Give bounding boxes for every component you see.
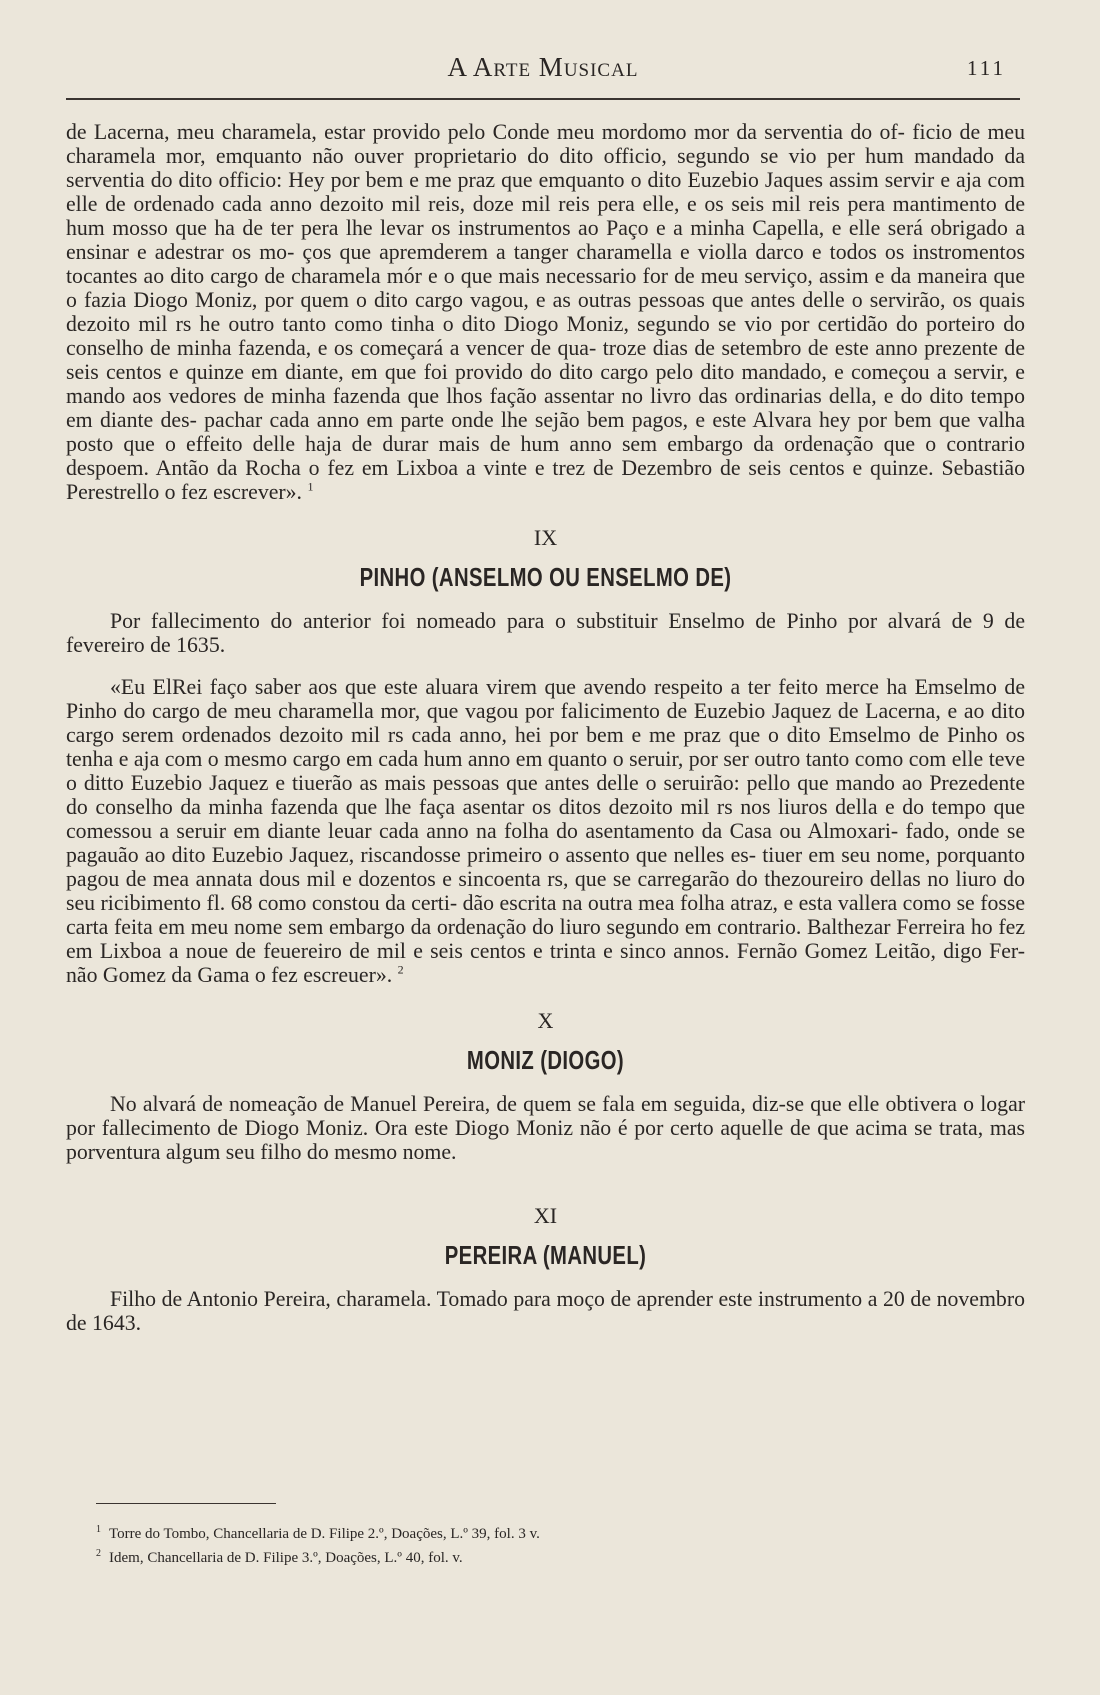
text-line: não Gomez da Gama o fez escreuer». <box>66 963 393 987</box>
text-line: ços que apremderem a tanger charamella e violla darco e todos os instromentos tocantes ao <box>66 240 1025 288</box>
text-line: posto que o effeito delle haja de durar mais de hum anno sem embargo da ordenação que o <box>66 432 937 456</box>
text-line: obtivera o logar por fallecimento de Diogo Moniz. Ora este Diogo Moniz não é por certo <box>66 1092 1025 1140</box>
text-line: 20 de novembro de 1643. <box>66 1287 1025 1335</box>
quoted-document <box>66 675 1025 987</box>
text-line: que o fazia Diogo Moniz, por quem o dito cargo vagou, e as outras pessoas que antes delle o <box>66 264 1025 312</box>
text-line: «Eu ElRei faço saber aos que este aluara virem que avendo respeito a ter feito merce ha <box>110 675 908 699</box>
section-number: X <box>537 1008 554 1033</box>
text-line: Filho de Antonio Pereira, charamela. Tomado para moço de aprender este instrumento a <box>110 1287 878 1311</box>
text-line: dão escrita na outra mea folha atraz, e esta vallera como se fosse carta feita em meu nome sem <box>66 891 1025 939</box>
section-paragraph <box>66 1092 1025 1164</box>
section-number: XI <box>533 1203 558 1228</box>
text-line: Emselmo de Pinho do cargo de meu charamella mor, que vagou por falicimento de Euzebio <box>66 675 1025 723</box>
section-title: PEREIRA (MANUEL) <box>444 1240 647 1270</box>
text-line: No alvará de nomeação de Manuel Pereira, de quem se fala em seguida, diz-se que elle <box>110 1092 880 1116</box>
text-line: de 9 de fevereiro de 1635. <box>66 609 1025 657</box>
header-rule <box>66 98 1020 100</box>
text-line: fado, onde se pagauão ao dito Euzebio Jaquez, riscandosse primeiro o assento que nelles es- <box>66 819 1025 867</box>
text-line: se carregarão do thezoureiro dellas no liuro do seu ricibimento fl. 68 como constou da certi- <box>66 867 1025 915</box>
journal-title: A Arte Musical <box>447 52 639 82</box>
text-line: embargo da ordenação do liuro segundo em contrario. Balthezar Ferreira ho fez em Lixboa a <box>66 915 1025 963</box>
footnote <box>96 1544 916 1568</box>
text-line: provido do dito cargo pelo dito mandado, e começou a servir, e mando aos vedores de minha <box>66 360 1025 408</box>
footnote-rule <box>96 1503 276 1504</box>
text-line: servirão, os quais dezoito mil rs he outro tanto como tinha o dito Diogo Moniz, segundo se <box>66 288 1026 336</box>
footnote-text: Torre do Tombo, Chancellaria de D. Filipe 2.º, Doações, L.º 39, fol. 3 v. <box>109 1526 540 1542</box>
text-line: per hum mandado da serventia do dito officio: Hey por bem e me praz que emquanto o dito <box>66 144 1025 192</box>
text-line: dito cargo de charamela mór e o que mais necessario for de meu serviço, assim e da maneira <box>170 264 988 288</box>
footnote-ref: 1 <box>307 479 314 494</box>
footnote-ref: 2 <box>397 962 404 977</box>
text-line: noue de feuereiro de mil e seis centos e trinta e sinco annos. Fernão Gomez Leitão, digo Fer- <box>185 939 1026 963</box>
section-title: PINHO (ANSELMO OU ENSELMO DE) <box>359 562 732 592</box>
text-line: pachar cada anno em parte onde lhe sejão bem pagos, e este Alvara hey por bem que valha <box>204 408 1025 432</box>
text-line: Jaquez de Lacerna, e ao dito cargo serem ordenados dezoito mil rs cada anno, hei por bem e <box>66 699 1025 747</box>
text-line: vio por certidão do porteiro do conselho de minha fazenda, e os começará a vencer de qua- <box>66 312 1026 360</box>
text-line: em quanto o seruir, por ser outro tanto como com elle teve o ditto Euzebio Jaquez e tiuerão <box>66 747 1025 795</box>
text-line: minha fazenda que lhe faça asentar os ditos dezoito mil rs nos liuros della e do tempo que <box>208 795 1026 819</box>
running-head <box>66 52 1020 88</box>
text-line: aquelle de que acima se trata, mas porventura algum seu filho do mesmo nome. <box>66 1116 1025 1164</box>
section-paragraph <box>66 1287 1025 1335</box>
section-number: IX <box>533 525 558 550</box>
page-number: 111 <box>967 56 1006 80</box>
text-line: troze dias de setembro de este anno prezente de seis centos e quinze em diante, em que foi <box>66 336 1026 384</box>
footnote-mark: 2 <box>96 1548 101 1559</box>
text-line: os instrumentos ao Paço e a minha Capella, e elle será obrigado a ensinar e adestrar os mo- <box>66 216 1026 264</box>
text-line: de Lacerna, meu charamela, estar provido pelo Conde meu mordomo mor da serventia do of- <box>66 120 905 144</box>
opening-paragraph <box>66 120 1025 504</box>
text-line: reis pera elle, e os seis mil reis pera mantimento de hum mosso que ha de ter pera lhe levar <box>66 192 1026 240</box>
text-line: e quinze. Sebastião Perestrello o fez escrever». <box>66 456 1025 504</box>
article-body <box>66 120 1025 1335</box>
footnote-mark: 1 <box>96 1524 101 1535</box>
section-title: MONIZ (DIOGO) <box>466 1045 625 1075</box>
text-line: as mais pessoas que antes delle o seruirão: pello que mando ao Prezedente do conselho da <box>66 771 1025 819</box>
text-line: fazenda que lhos fação assentar no livro das ordinarias della, e do dito tempo em diante des- <box>66 384 1025 432</box>
footnotes <box>96 1520 916 1568</box>
footnote-text: Idem, Chancellaria de D. Filipe 3.º, Doações, L.º 40, fol. v. <box>109 1550 463 1566</box>
text-line: ficio de meu charamela mor, emquanto não ouver proprietario do dito officio, segundo se vio <box>66 120 1025 168</box>
text-line: Euzebio Jaques assim servir e aja com elle de ordenado cada anno dezoito mil reis, doze mil <box>66 168 1025 216</box>
text-line: me praz que o dito Emselmo de Pinho os tenha e aja com o mesmo cargo em cada hum anno <box>66 723 1026 771</box>
section-paragraph <box>66 609 1025 657</box>
text-line: contrario despoem. Antão da Rocha o fez em Lixboa a vinte e trez de Dezembro de seis centos <box>66 432 1025 480</box>
text-line: Por fallecimento do anterior foi nomeado para o substituir Enselmo de Pinho por alvará <box>110 609 941 633</box>
footnote <box>96 1520 916 1544</box>
text-line: comessou a seruir em diante leuar cada anno na folha do asentamento da Casa ou Almoxari- <box>66 819 899 843</box>
text-line: tiuer em seu nome, porquanto pagou de mea annata dous mil e dozentos e sincoenta rs, que <box>66 843 1025 891</box>
